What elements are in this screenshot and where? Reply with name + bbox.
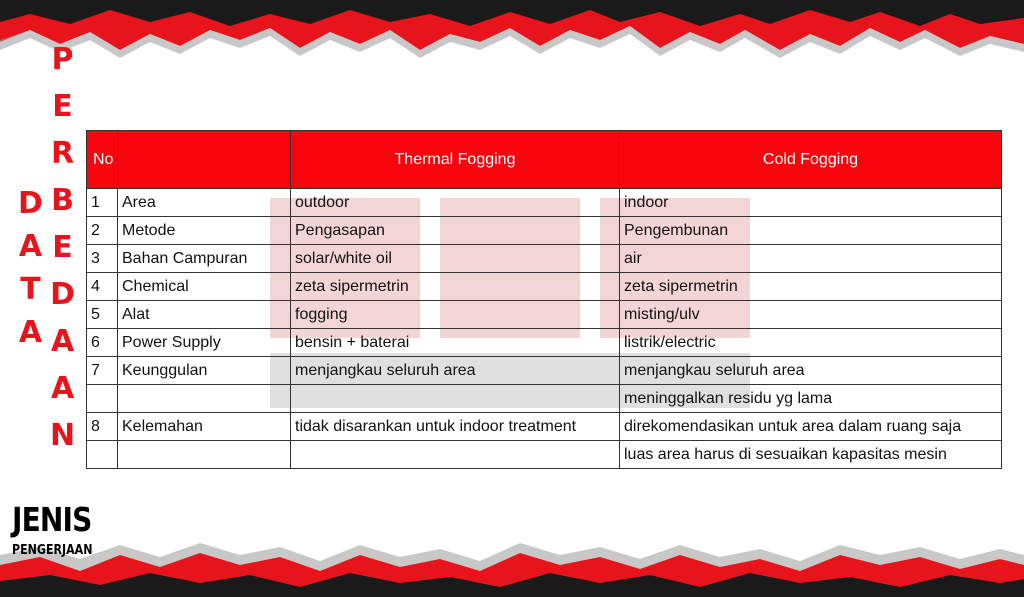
cell-thermal: outdoor — [291, 189, 620, 217]
title-letter: B — [51, 183, 74, 218]
table-header-row — [87, 131, 1002, 189]
cell-item: Kelemahan — [118, 413, 291, 441]
table-row — [87, 329, 1002, 357]
table-row — [87, 385, 1002, 413]
title-pengerjaan: PENGERJAAN — [12, 543, 93, 558]
title-letter: D — [18, 186, 43, 221]
cell-cold: air — [620, 245, 1002, 273]
cell-item — [118, 441, 291, 469]
title-letter: E — [52, 230, 73, 265]
cell-cold: listrik/electric — [620, 329, 1002, 357]
torn-paper-bottom-border — [0, 537, 1024, 597]
cell-cold: misting/ulv — [620, 301, 1002, 329]
cell-cold: luas area harus di sesuaikan kapasitas mesin — [620, 441, 1002, 469]
cell-item — [118, 385, 291, 413]
cell-thermal: Pengasapan — [291, 217, 620, 245]
cell-cold: Pengembunan — [620, 217, 1002, 245]
title-letter: R — [51, 136, 75, 171]
header-no: No — [87, 131, 118, 189]
title-letter: E — [52, 89, 73, 124]
title-letter: A — [18, 229, 43, 264]
cell-item: Metode — [118, 217, 291, 245]
title-letter: T — [20, 272, 41, 307]
cell-no: 2 — [87, 217, 118, 245]
cell-no — [87, 441, 118, 469]
title-word-perbedaan — [50, 36, 75, 459]
table-row — [87, 357, 1002, 385]
cell-no: 3 — [87, 245, 118, 273]
cell-thermal: solar/white oil — [291, 245, 620, 273]
cell-no: 1 — [87, 189, 118, 217]
cell-no: 5 — [87, 301, 118, 329]
table-row — [87, 245, 1002, 273]
title-letter: A — [50, 324, 75, 359]
cell-cold: meninggalkan residu yg lama — [620, 385, 1002, 413]
cell-item: Bahan Campuran — [118, 245, 291, 273]
cell-thermal: bensin + baterai — [291, 329, 620, 357]
cell-thermal: menjangkau seluruh area — [291, 357, 620, 385]
cell-thermal: zeta sipermetrin — [291, 273, 620, 301]
cell-cold: indoor — [620, 189, 1002, 217]
cell-no: 7 — [87, 357, 118, 385]
cell-item: Power Supply — [118, 329, 291, 357]
cell-thermal — [291, 385, 620, 413]
comparison-table — [86, 130, 1002, 469]
cell-item: Area — [118, 189, 291, 217]
header-thermal-fogging: Thermal Fogging — [291, 131, 620, 189]
table-row — [87, 441, 1002, 469]
table-row — [87, 217, 1002, 245]
title-letter: P — [51, 42, 74, 77]
cell-cold: direkomendasikan untuk area dalam ruang saja — [620, 413, 1002, 441]
table-row — [87, 413, 1002, 441]
torn-paper-top-border — [0, 0, 1024, 70]
cell-item: Alat — [118, 301, 291, 329]
cell-no: 4 — [87, 273, 118, 301]
cell-item: Chemical — [118, 273, 291, 301]
cell-thermal: fogging — [291, 301, 620, 329]
title-word-data — [18, 182, 43, 354]
title-letter: A — [50, 371, 75, 406]
cell-no: 8 — [87, 413, 118, 441]
cell-cold: zeta sipermetrin — [620, 273, 1002, 301]
title-jenis: JENIS — [12, 500, 92, 539]
title-letter: A — [18, 315, 43, 350]
table-row — [87, 189, 1002, 217]
cell-thermal: tidak disarankan untuk indoor treatment — [291, 413, 620, 441]
table-row — [87, 273, 1002, 301]
cell-item: Keunggulan — [118, 357, 291, 385]
table-row — [87, 301, 1002, 329]
title-letter: D — [50, 277, 75, 312]
cell-no — [87, 385, 118, 413]
header-item — [118, 131, 291, 189]
title-letter: N — [50, 418, 76, 453]
header-cold-fogging: Cold Fogging — [620, 131, 1002, 189]
cell-thermal — [291, 441, 620, 469]
cell-cold: menjangkau seluruh area — [620, 357, 1002, 385]
cell-no: 6 — [87, 329, 118, 357]
